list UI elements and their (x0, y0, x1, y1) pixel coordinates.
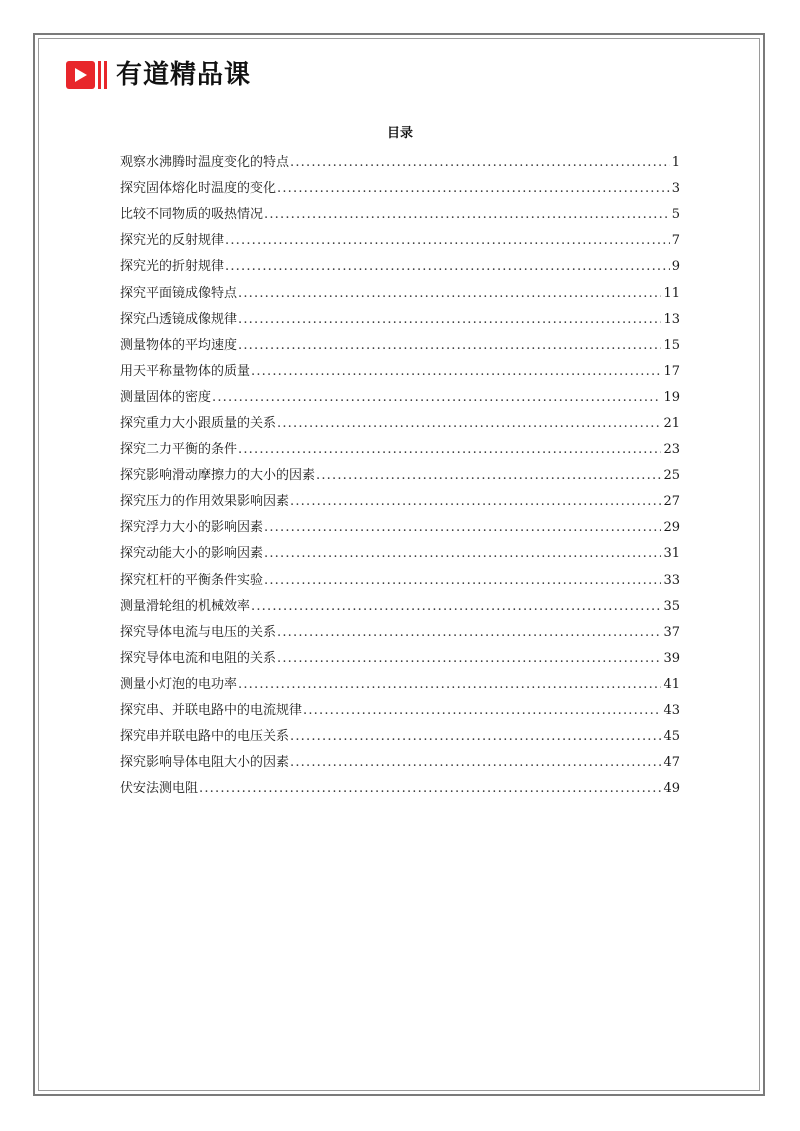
toc-leader-dots (225, 232, 670, 250)
toc-entry-title: 测量小灯泡的电功率 (120, 676, 238, 692)
toc-leader-dots (277, 180, 670, 198)
toc-entry-page: 33 (663, 572, 680, 588)
toc-leader-dots (277, 415, 661, 433)
toc-entry-title: 探究光的折射规律 (120, 259, 225, 275)
toc-entry[interactable] (120, 646, 680, 672)
toc-entry-page: 5 (671, 207, 680, 223)
brand-logo (66, 58, 251, 92)
toc-entry[interactable] (120, 620, 680, 646)
toc-entry[interactable] (120, 568, 680, 594)
toc-entry-title: 探究二力平衡的条件 (120, 442, 238, 458)
toc-entry[interactable] (120, 724, 680, 750)
toc-leader-dots (264, 206, 670, 224)
toc-entry-page: 23 (663, 442, 680, 458)
toc-leader-dots (251, 598, 661, 616)
toc-leader-dots (199, 780, 661, 798)
toc-leader-dots (238, 441, 661, 459)
toc-entry-page: 31 (663, 546, 680, 562)
toc-leader-dots (303, 702, 661, 720)
toc-list (120, 150, 680, 802)
toc-entry[interactable] (120, 672, 680, 698)
toc-entry-page: 27 (663, 494, 680, 510)
toc-entry[interactable] (120, 333, 680, 359)
toc-leader-dots (277, 650, 661, 668)
toc-entry[interactable] (120, 594, 680, 620)
toc-entry[interactable] (120, 359, 680, 385)
toc-entry-page: 1 (671, 155, 680, 171)
toc-entry-title: 探究光的反射规律 (120, 233, 225, 249)
toc-leader-dots (264, 519, 661, 537)
toc-entry-page: 49 (663, 781, 680, 797)
toc-entry-page: 7 (671, 233, 680, 249)
toc-entry[interactable] (120, 202, 680, 228)
toc-entry[interactable] (120, 515, 680, 541)
toc-entry-page: 15 (663, 337, 680, 353)
toc-entry-title: 探究串、并联电路中的电流规律 (120, 703, 303, 719)
toc-entry-page: 47 (663, 755, 680, 771)
toc-entry-title: 探究凸透镜成像规律 (120, 311, 238, 327)
toc-entry-title: 探究杠杆的平衡条件实验 (120, 572, 264, 588)
toc-entry-page: 41 (663, 676, 680, 692)
toc-entry-title: 用天平称量物体的质量 (120, 363, 251, 379)
toc-entry[interactable] (120, 385, 680, 411)
toc-entry-title: 探究影响滑动摩擦力的大小的因素 (120, 468, 316, 484)
toc-entry-title: 探究导体电流和电阻的关系 (120, 650, 277, 666)
toc-entry-title: 测量物体的平均速度 (120, 337, 238, 353)
toc-leader-dots (251, 363, 661, 381)
toc-entry-title: 比较不同物质的吸热情况 (120, 207, 264, 223)
toc-entry-title: 探究重力大小跟质量的关系 (120, 415, 277, 431)
toc-entry[interactable] (120, 437, 680, 463)
toc-entry-title: 探究平面镜成像特点 (120, 285, 238, 301)
toc-leader-dots (290, 154, 670, 172)
toc-entry-title: 探究压力的作用效果影响因素 (120, 494, 290, 510)
toc-entry-title: 探究影响导体电阻大小的因素 (120, 755, 290, 771)
toc-leader-dots (290, 754, 661, 772)
toc-leader-dots (290, 728, 661, 746)
toc-entry[interactable] (120, 254, 680, 280)
toc-entry[interactable] (120, 176, 680, 202)
toc-leader-dots (225, 258, 670, 276)
toc-title: 目录 (386, 126, 413, 141)
toc-entry-page: 43 (663, 703, 680, 719)
toc-entry[interactable] (120, 541, 680, 567)
toc-entry[interactable] (120, 776, 680, 802)
toc-entry-page: 19 (663, 389, 680, 405)
toc-entry[interactable] (120, 280, 680, 306)
toc-entry[interactable] (120, 150, 680, 176)
toc-entry-page: 29 (663, 520, 680, 536)
toc-entry-page: 13 (663, 311, 680, 327)
toc-leader-dots (264, 545, 661, 563)
toc-entry-title: 伏安法测电阻 (120, 781, 199, 797)
toc-entry-page: 21 (663, 415, 680, 431)
toc-entry-title: 探究动能大小的影响因素 (120, 546, 264, 562)
toc-entry-title: 测量滑轮组的机械效率 (120, 598, 251, 614)
toc-entry-page: 39 (663, 650, 680, 666)
toc-leader-dots (316, 467, 661, 485)
toc-entry-title: 测量固体的密度 (120, 389, 212, 405)
toc-entry-page: 3 (671, 181, 680, 197)
toc-entry[interactable] (120, 307, 680, 333)
toc-entry[interactable] (120, 750, 680, 776)
toc-entry[interactable] (120, 698, 680, 724)
toc-entry-page: 17 (663, 363, 680, 379)
toc-entry-page: 9 (671, 259, 680, 275)
toc-leader-dots (212, 389, 661, 407)
toc-entry-page: 25 (663, 468, 680, 484)
toc-leader-dots (264, 572, 661, 590)
toc-entry-page: 11 (663, 285, 680, 301)
brand-name: 有道精品课 (116, 60, 252, 90)
toc-entry[interactable] (120, 411, 680, 437)
toc-leader-dots (238, 285, 661, 303)
toc-entry[interactable] (120, 228, 680, 254)
toc-entry-title: 探究导体电流与电压的关系 (120, 624, 277, 640)
toc-leader-dots (277, 624, 661, 642)
toc-leader-dots (238, 337, 661, 355)
toc-leader-dots (290, 493, 661, 511)
toc-leader-dots (238, 311, 661, 329)
toc-entry-title: 探究固体熔化时温度的变化 (120, 181, 277, 197)
toc-entry-page: 45 (663, 729, 680, 745)
toc-entry-title: 探究浮力大小的影响因素 (120, 520, 264, 536)
youdao-play-icon (66, 60, 110, 90)
toc-entry-title: 观察水沸腾时温度变化的特点 (120, 155, 290, 171)
toc-entry-page: 37 (663, 624, 680, 640)
toc-entry-title: 探究串并联电路中的电压关系 (120, 729, 290, 745)
toc-entry[interactable] (120, 463, 680, 489)
toc-entry[interactable] (120, 489, 680, 515)
toc-leader-dots (238, 676, 661, 694)
toc-entry-page: 35 (663, 598, 680, 614)
